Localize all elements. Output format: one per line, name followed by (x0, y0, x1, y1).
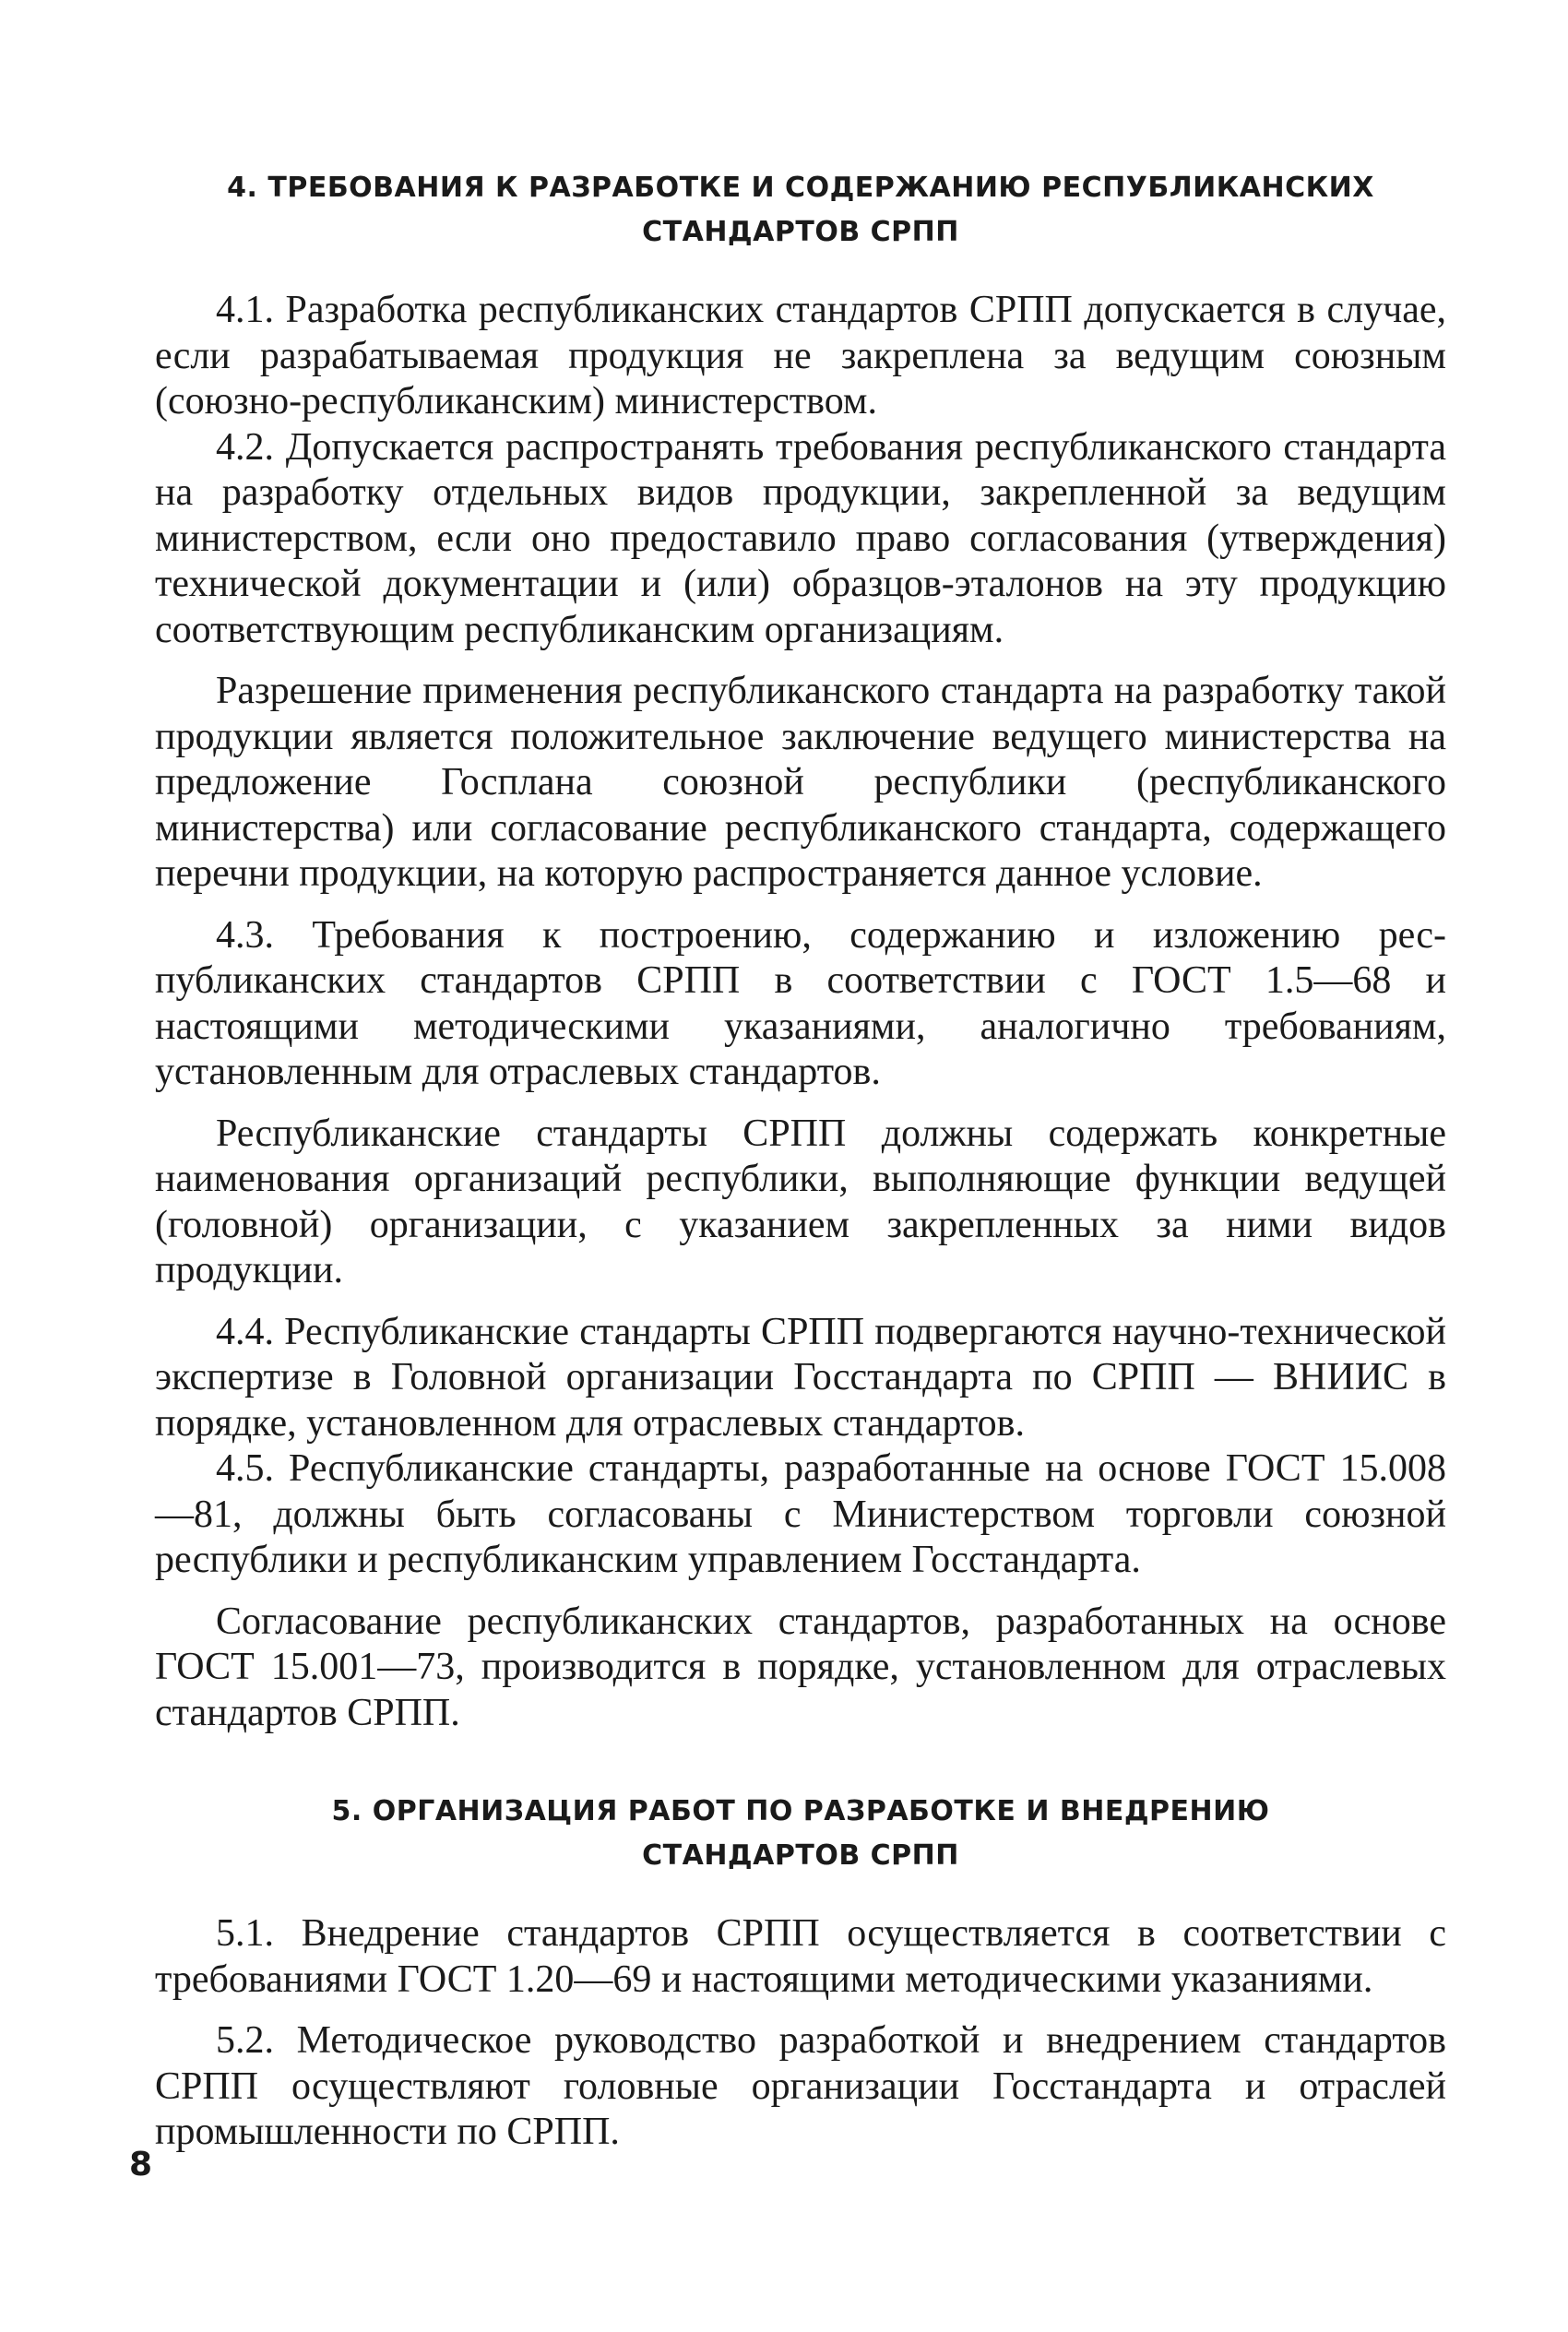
section-5-heading-line2: СТАНДАРТОВ СРПП (642, 1839, 959, 1872)
section-5-heading-line1: 5. ОРГАНИЗАЦИЯ РАБОТ ПО РАЗРАБОТКЕ И ВНЕДРЕНИЮ (331, 1795, 1270, 1827)
paragraph-4-1: 4.1. Разработка республиканских стандартов СРПП допускается в случае, если разрабатываемая продукция не закреплена за ведущим союзным (союзно-республиканским) министерством. (155, 289, 1446, 422)
document-page (155, 166, 1446, 2156)
section-4-heading (155, 166, 1446, 255)
section-5-heading (155, 1790, 1446, 1878)
section-5 (155, 1790, 1446, 2156)
paragraph-5-1: 5.1. Внедрение стандартов СРПП осуществляется в соответствии с требованиями ГОСТ 1.20—69 и настоящими методическими указаниями. (155, 1912, 1446, 2001)
paragraph-4-4: 4.4. Республиканские стандарты СРПП подвергаются научно-технической экспертизе в Головной организации Госстандарта по СРПП — ВНИИС в порядке, установленном для отраслевых стандартов. (155, 1310, 1446, 1445)
section-4-heading-line1: 4. ТРЕБОВАНИЯ К РАЗРАБОТКЕ И СОДЕРЖАНИЮ РЕСПУБЛИКАНСКИХ (227, 172, 1374, 204)
paragraph-5-2: 5.2. Методическое руководство разработкой и внедрением стандартов СРПП осуществляют головные организации Госстандарта и отраслей промышленности по СРПП. (155, 2019, 1446, 2153)
paragraph-4-5: 4.5. Республиканские стандарты, разработанные на основе ГОСТ 15.008—81, должны быть согласованы с Министерством торговли союзной республики и республиканским управлением Госстандарта. (155, 1447, 1446, 1581)
paragraph-4-5-approval: Согласование республиканских стандартов, разработанных на основе ГОСТ 15.001—73, производится в порядке, установленном для отраслевых стандартов СРПП. (155, 1600, 1446, 1734)
section-4-heading-line2: СТАНДАРТОВ СРПП (642, 216, 959, 248)
paragraph-4-3: 4.3. Требования к построению, содержанию и изложению республиканских стандартов СРПП в соответствии с ГОСТ 1.5—68 и настоящими методическими указаниями, аналогично требованиям, установленным для отраслевых стандартов. (155, 913, 1446, 1093)
section-4 (155, 166, 1446, 1736)
paragraph-4-2: 4.2. Допускается распространять требования республиканского стандарта на разработку отдельных видов продукции, закрепленной за ведущим министерством, если оно предоставило право согласования (утверждения) технической документации и (или) образцов-эталонов на эту продукцию соответствующим республиканским организациям. (155, 425, 1446, 651)
paragraph-4-3-names: Республиканские стандарты СРПП должны содержать конкретные наименования организаций республики, выполняющие функции ведущей (головной) организации, с указанием закрепленных за ними видов продукции. (155, 1112, 1446, 1291)
page-number: 8 (129, 2146, 153, 2183)
paragraph-4-2-permission: Разрешение применения республиканского стандарта на разработку такой продукции является положительное заключение ведущего министерства на предложение Госплана союзной республики (республиканского министерства) или согласование республиканского стандарта, содержащего перечни продукции, на которую распространяется данное условие. (155, 670, 1446, 895)
